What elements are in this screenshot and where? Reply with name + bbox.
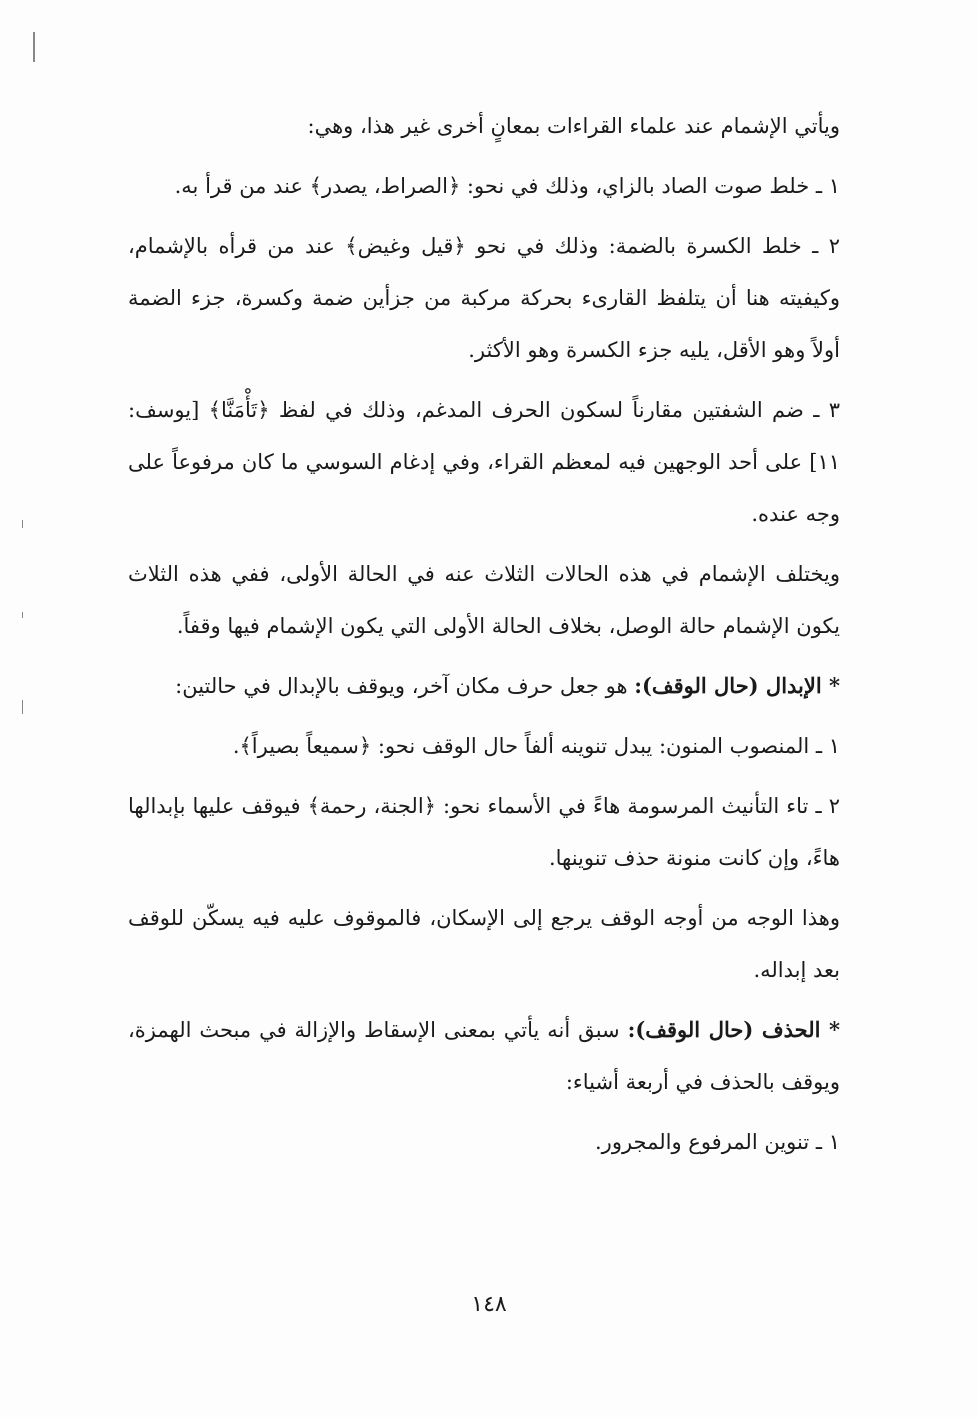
paragraph — [128, 220, 870, 376]
scan-edge-mark — [22, 520, 23, 528]
paragraph-text: وهذا الوجه من أوجه الوقف يرجع إلى الإسكان، فالموقوف عليه فيه يسكّن للوقف بعد إبداله. — [128, 906, 840, 982]
section-term: * الحذف (حال الوقف): — [627, 1017, 840, 1042]
paragraph-text: ٢ ـ تاء التأنيث المرسومة هاءً في الأسماء نحو: ﴿الجنة، رحمة﴾ فيوقف عليها بإبدالها هاءً، وإن كانت منونة حذف تنوينها. — [128, 794, 840, 870]
scan-edge-mark — [33, 32, 35, 62]
paragraph-text: ٣ ـ ضم الشفتين مقارناً لسكون الحرف المدغم، وذلك في لفظ ﴿تَأْمَنَّا﴾ [يوسف: ١١] على أحد الوجهين فيه لمعظم القراء، وفي إدغام السوسي ما كان مرفوعاً على وجه عنده. — [128, 398, 840, 526]
paragraph — [128, 160, 870, 212]
paragraph — [128, 548, 870, 652]
paragraph — [128, 892, 870, 996]
section-term: * الإبدال (حال الوقف): — [634, 673, 840, 698]
paragraph — [128, 384, 870, 540]
paragraph-text: ويختلف الإشمام في هذه الحالات الثلاث عنه في الحالة الأولى، ففي هذه الثلاث يكون الإشمام حالة الوصل، بخلاف الحالة الأولى التي يكون الإشمام فيها وقفاً. — [128, 562, 840, 638]
paragraph — [128, 100, 870, 152]
paragraph-text: سبق أنه يأتي بمعنى الإسقاط والإزالة في مبحث الهمزة، ويوقف بالحذف في أربعة أشياء: — [128, 1018, 840, 1094]
paragraph-text: ويأتي الإشمام عند علماء القراءات بمعانٍ أخرى غير هذا، وهي: — [307, 114, 840, 138]
paragraph — [128, 780, 870, 884]
paragraph — [128, 660, 870, 712]
scan-edge-mark — [22, 700, 23, 714]
paragraph-text: ١ ـ المنصوب المنون: يبدل تنوينه ألفاً حال الوقف نحو: ﴿سميعاً بصيراً﴾. — [232, 734, 840, 758]
paragraph-text: هو جعل حرف مكان آخر، ويوقف بالإبدال في حالتين: — [175, 674, 635, 698]
paragraph — [128, 720, 870, 772]
body-text — [128, 100, 870, 1176]
paragraph-text: ٢ ـ خلط الكسرة بالضمة: وذلك في نحو ﴿قيل وغيض﴾ عند من قرأه بالإشمام، وكيفيته هنا أن يتلفظ القارىء بحركة مركبة من جزأين ضمة وكسرة، جزء الضمة أولاً وهو الأقل، يليه جزء الكسرة وهو الأكثر. — [128, 234, 840, 362]
paragraph — [128, 1004, 870, 1108]
paragraph-text: ١ ـ تنوين المرفوع والمجرور. — [595, 1130, 840, 1154]
scan-edge-mark — [22, 612, 23, 618]
paragraph-text: ١ ـ خلط صوت الصاد بالزاي، وذلك في نحو: ﴿الصراط، يصدر﴾ عند من قرأ به. — [174, 174, 840, 198]
page-number: ١٤٨ — [471, 1292, 507, 1317]
paragraph — [128, 1116, 870, 1168]
